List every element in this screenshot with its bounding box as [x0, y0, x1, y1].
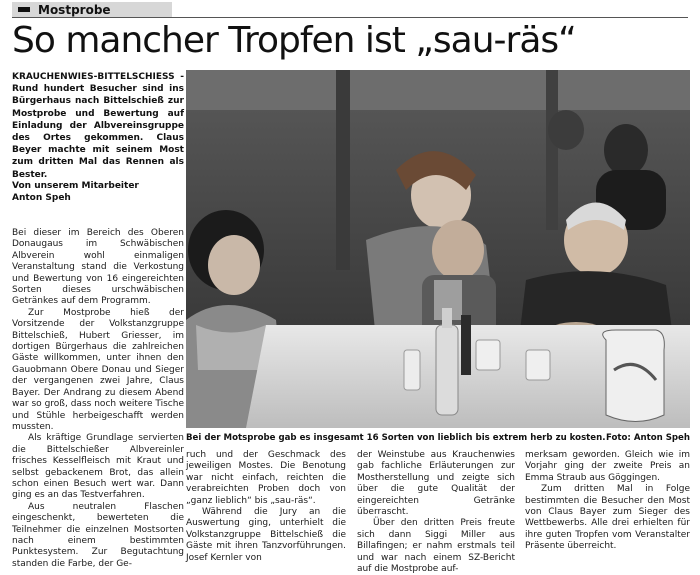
body-column-3: [357, 450, 515, 575]
section-rubric: [12, 2, 172, 17]
paragraph: Während die Jury an die Auswertung ging, unterhielt die Volkstanzgruppe Bittelschieß die Gäste mit ihren Tanzvorführungen. Josef Kernler von: [186, 507, 346, 563]
paragraph: Als kräftige Grundlage servierten die Bittelschießer Albvereinler frisches Kesselfleisch mit Kraut und selbst gebackenem Brot, das allein schon einen Besuch wert war. Dann ging es an das Testverfahren.: [12, 433, 184, 501]
body-column-1: [12, 228, 184, 570]
byline-author: Anton Speh: [12, 193, 71, 204]
top-rule: [12, 17, 688, 18]
paragraph: Zur Mostprobe hieß der Vorsitzende der Volkstanzgruppe Bittelschieß, Hubert Griesser, im dortigen Bürgerhaus die zahlreichen Gäste willkommen, unter ihnen den Gauobmann Obere Donau und Sieger der vergangenen zwei Jahre, Claus Bayer. Der Andrang zu diesem Abend war so groß, dass noch weitere Tische und Stühle herbeigeschafft werden mussten.: [12, 307, 184, 432]
photo-illustration: [186, 70, 690, 428]
headline: So mancher Tropfen ist „sau-räs“: [12, 20, 576, 61]
paragraph: ruch und der Geschmack des jeweiligen Mostes. Die Benotung war nicht einfach, reichten die verabreichten Proben doch von „ganz lieblich“ bis „sau-räs“.: [186, 450, 346, 506]
body-column-2: [186, 450, 346, 564]
byline-role: Von unserem Mitarbeiter: [12, 181, 139, 191]
paragraph: Bei dieser im Bereich des Oberen Donaugaus im Schwäbischen Albverein wohl einmaligen Veranstaltung stand die Verkostung und Bewertung von 16 eingereichten Sorten dieses urschwäbischen Getränkes auf dem Programm.: [12, 228, 184, 307]
paragraph: merksam geworden. Gleich wie im Vorjahr ging der zweite Preis an Emma Straub aus Göggingen.: [525, 450, 690, 483]
body-column-4: [525, 450, 690, 553]
intro-paragraph: KRAUCHENWIES-BITTELSCHIESS - Rund hundert Besucher sind ins Bürgerhaus nach Bittelschieß zur Mostprobe und Bewertung auf Einladung der Albvereinsgruppe des Ortes gekommen. Claus Beyer machte mit seinem Most zum dritten Mal das Rennen als Bester.: [12, 72, 184, 180]
paragraph: der Weinstube aus Krauchenwies gab fachliche Erläuterungen zur Mostherstellung und zeigte sich über die gute Qualität der eingereichten Getränke überrascht.: [357, 450, 515, 518]
photo-credit: Foto: Anton Speh: [605, 433, 690, 443]
paragraph: Über den dritten Preis freute sich dann Siggi Miller aus Billafingen; er nahm erstmals teil und war nach einem SZ-Bericht auf die Mostprobe auf-: [357, 518, 515, 575]
article-photo: [186, 70, 690, 428]
byline: [12, 180, 184, 204]
paragraph: Zum dritten Mal in Folge bestimmten die Besucher den Most von Claus Bayer zum Sieger des Wettbewerbs. Alle drei erhielten für ihre guten Tropfen vom Veranstalter Präsente überreicht.: [525, 484, 690, 552]
rubric-label: Mostprobe: [38, 3, 111, 17]
paragraph: Aus neutralen Flaschen eingeschenkt, bewerteten die Teilnehmer die einzelnen Mostsorten nach einem bestimmten Punktesystem. Zur Begutachtung standen die Farbe, der Ge-: [12, 501, 184, 569]
photo-caption: Bei der Motsprobe gab es insgesamt 16 Sorten von lieblich bis extrem herb zu kosten.: [186, 433, 606, 443]
